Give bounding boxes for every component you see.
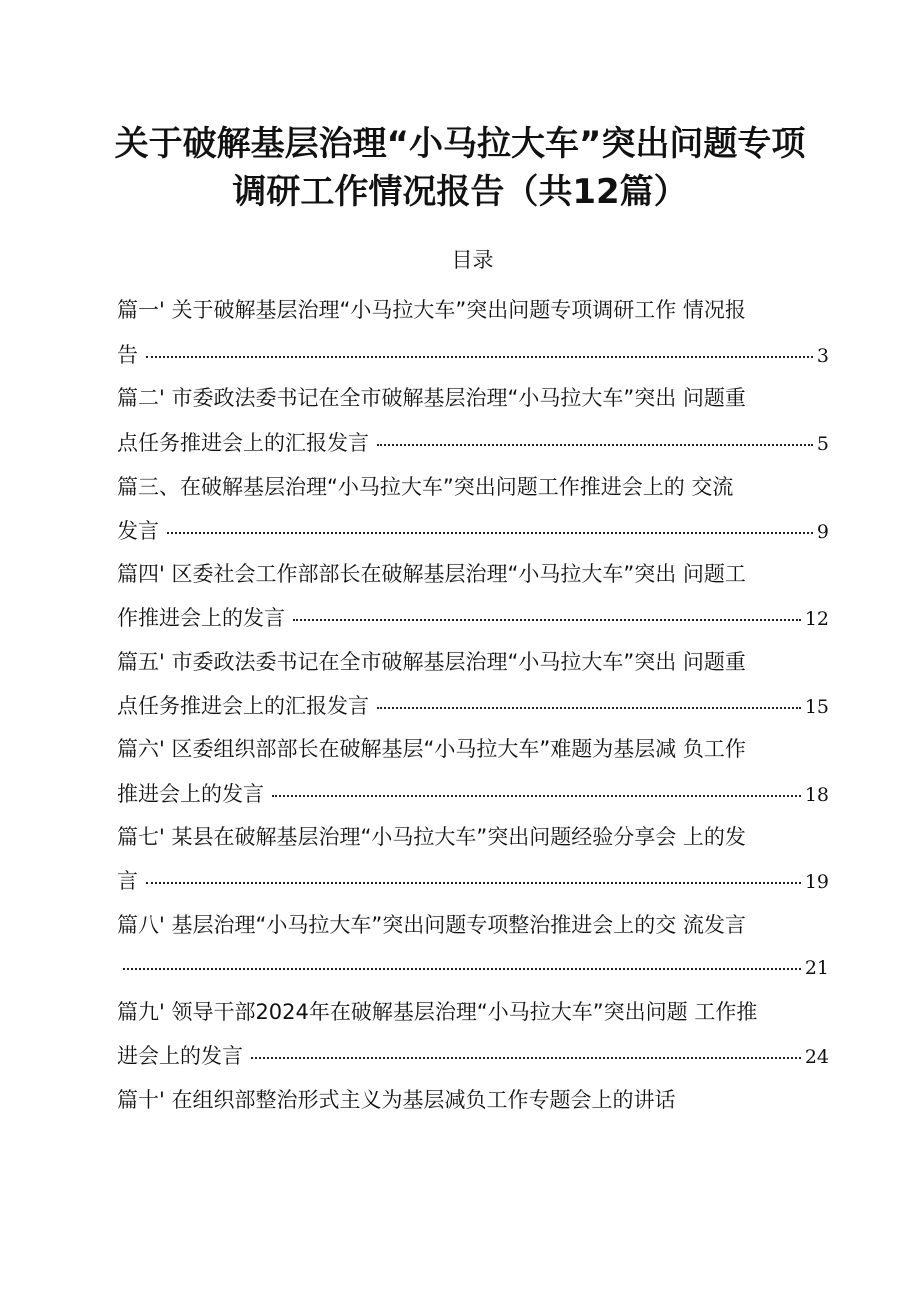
dot-leader: [167, 531, 813, 534]
toc-entry-1-line2[interactable]: 告 3: [117, 335, 829, 375]
dot-leader: [146, 881, 801, 884]
document-title-line1: 关于破解基层治理“小马拉大车”突出问题专项: [114, 124, 806, 164]
toc-entry-1-line1[interactable]: 篇一' 关于破解基层治理“小马拉大车”突出问题专项调研工作 情况报: [117, 298, 746, 322]
toc-entry-2-page: 5: [816, 433, 829, 455]
toc-entry-4-page: 12: [804, 608, 829, 630]
toc-entry-8-page: 21: [804, 957, 829, 979]
dot-leader: [272, 794, 801, 797]
toc-entry-6-line1[interactable]: 篇六' 区委组织部部长在破解基层“小马拉大车”难题为基层减 负工作: [117, 737, 746, 761]
toc-entry-6-line2[interactable]: 推进会上的发言 18: [117, 774, 829, 814]
toc-entry-7-line1[interactable]: 篇七' 某县在破解基层治理“小马拉大车”突出问题经验分享会 上的发: [117, 825, 746, 849]
dot-leader: [377, 706, 801, 709]
toc-entry-3-line2[interactable]: 发言 9: [117, 511, 829, 551]
toc-entry-7-line2[interactable]: 言 19: [117, 861, 829, 901]
toc-entry-9-page: 24: [804, 1046, 829, 1068]
toc-entry-8-line1[interactable]: 篇八' 基层治理“小马拉大车”突出问题专项整治推进会上的交 流发言: [117, 913, 746, 937]
toc-entry-4-line1[interactable]: 篇四' 区委社会工作部部长在破解基层治理“小马拉大车”突出 问题工: [117, 562, 746, 586]
toc-entry-2-line1[interactable]: 篇二' 市委政法委书记在全市破解基层治理“小马拉大车”突出 问题重: [117, 386, 746, 410]
toc-entry-5-line1[interactable]: 篇五' 市委政法委书记在全市破解基层治理“小马拉大车”突出 问题重: [117, 650, 746, 674]
toc-entry-10-line1[interactable]: 篇十' 在组织部整治形式主义为基层减负工作专题会上的讲话: [117, 1088, 676, 1112]
toc-entry-1-page: 3: [816, 345, 829, 367]
toc-entry-8-line2[interactable]: [117, 948, 829, 988]
toc-entry-9-line2[interactable]: 进会上的发言 24: [117, 1036, 829, 1076]
toc-entry-5-line2[interactable]: 点任务推进会上的汇报发言 15: [117, 686, 829, 726]
toc-entry-4-line2[interactable]: 作推进会上的发言 12: [117, 598, 829, 638]
toc-entry-3-page: 9: [816, 521, 829, 543]
toc-entry-5-page: 15: [804, 696, 829, 718]
dot-leader: [123, 967, 801, 970]
toc-entry-7-page: 19: [804, 871, 829, 893]
toc-entry-6-page: 18: [804, 784, 829, 806]
document-title-line2: 调研工作情况报告（共12篇）: [232, 172, 688, 212]
toc-entry-3-line1[interactable]: 篇三、在破解基层治理“小马拉大车”突出问题工作推进会上的 交流: [117, 475, 734, 499]
toc-entry-2-line2[interactable]: 点任务推进会上的汇报发言 5: [117, 423, 829, 463]
toc-entry-9-line1[interactable]: 篇九' 领导干部2024年在破解基层治理“小马拉大车”突出问题 工作推: [117, 1000, 758, 1024]
dot-leader: [377, 443, 813, 446]
toc-heading: 目录: [451, 248, 494, 272]
dot-leader: [146, 355, 813, 358]
dot-leader: [251, 1056, 801, 1059]
dot-leader: [293, 618, 801, 621]
